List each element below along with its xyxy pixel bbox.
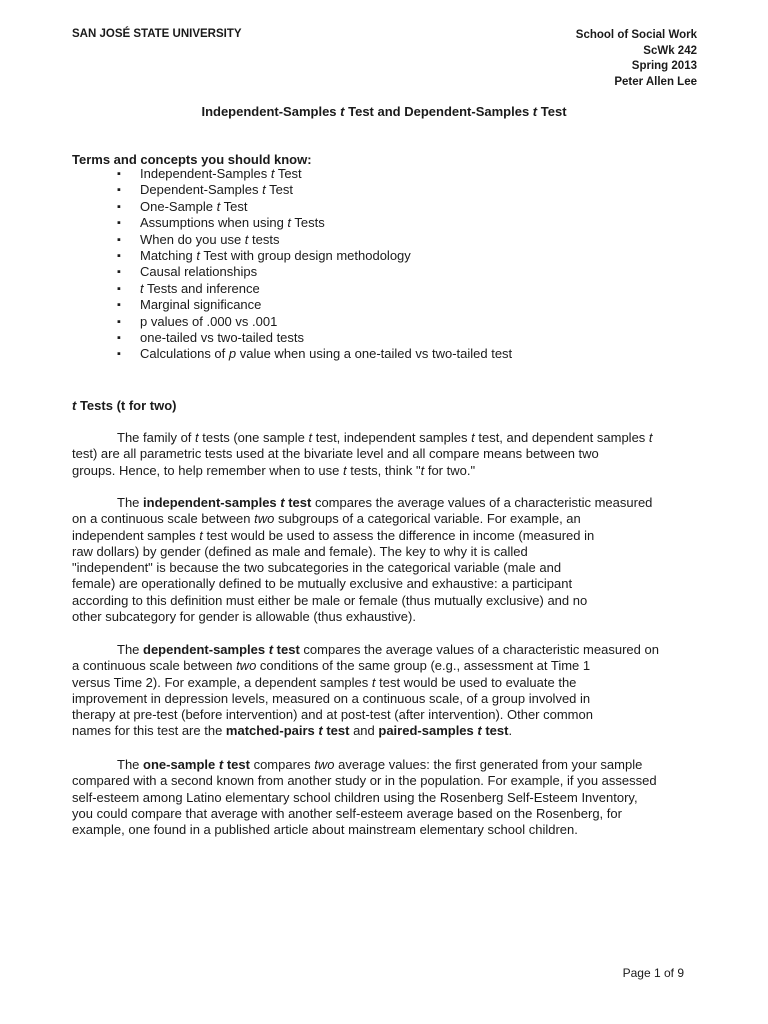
paragraph-line: groups. Hence, to help remember when to use t tests, think "t for two." — [72, 462, 476, 478]
paragraph-dependent-samples — [72, 642, 700, 740]
bullet-icon: ▪ — [117, 348, 121, 361]
title-text: Test — [537, 104, 567, 119]
course-code: ScWk 242 — [643, 44, 697, 57]
paragraph-line: therapy at pre-test (before intervention) and at post-test (after intervention). Other common — [72, 707, 593, 723]
instructor-name: Peter Allen Lee — [614, 75, 697, 88]
terms-list-item: ▪ Calculations of p value when using a one-tailed vs two-tailed test — [117, 346, 513, 362]
terms-list-item: ▪ one-tailed vs two-tailed tests — [117, 330, 305, 346]
paragraph-line: other subcategory for gender is allowable (thus exhaustive). — [72, 609, 416, 625]
bullet-icon: ▪ — [117, 233, 121, 246]
paragraph-line: "independent" is because the two subcategories in the categorical variable (male and — [72, 560, 562, 576]
terms-list-item: ▪ Independent-Samples t Test — [117, 166, 302, 181]
terms-list-item: ▪ One-Sample t Test — [117, 198, 248, 214]
paragraph-independent-samples — [72, 495, 700, 625]
bullet-icon: ▪ — [117, 184, 121, 197]
bullet-icon: ▪ — [117, 332, 121, 345]
paragraph-line: compared with a second known from another study or in the population. For example, if you assessed — [72, 773, 657, 789]
title-text: Test and Dependent-Samples — [344, 104, 533, 119]
paragraph-line: versus Time 2). For example, a dependent samples t test would be used to evaluate the — [72, 674, 577, 690]
paragraph-line: according to this definition must either be male or female (thus mutually exclusive) and no — [72, 592, 588, 608]
university-name: SAN JOSÉ STATE UNIVERSITY — [72, 28, 242, 40]
paragraph-line: you could compare that average with another self-esteem average based on the Rosenberg, for — [72, 805, 622, 821]
paragraph-line: female) are operationally defined to be mutually exclusive and exhaustive: a participant — [72, 576, 573, 592]
paragraph-line: example, one found in a published article about mainstream elementary school children. — [72, 822, 578, 838]
bullet-icon: ▪ — [117, 168, 121, 180]
section-heading — [72, 398, 176, 413]
bullet-icon: ▪ — [117, 250, 121, 263]
paragraph-line: names for this test are the matched-pairs t test and paired-samples t test. — [72, 723, 513, 739]
paragraph-line: raw dollars) by gender (defined as male and female). The key to why it is called — [72, 543, 528, 559]
school-name: School of Social Work — [575, 29, 697, 41]
terms-list-item: ▪ Assumptions when using t Tests — [117, 215, 325, 231]
terms-list-item: ▪ p values of .000 vs .001 — [117, 313, 278, 329]
bullet-icon: ▪ — [117, 299, 121, 312]
terms-list-item: ▪ Causal relationships — [117, 264, 258, 280]
terms-list-item: ▪ When do you use t tests — [117, 231, 280, 247]
term: Spring 2013 — [631, 60, 697, 72]
paragraph-line: test) are all parametric tests used at the bivariate level and all compare means between two — [72, 446, 599, 462]
paragraph-line: self-esteem among Latino elementary school children using the Rosenberg Self-Esteem Inventory, — [72, 789, 638, 805]
paragraph-ttests-family — [72, 430, 700, 479]
paragraph-line: The one-sample t test compares two average values: the first generated from your sample — [117, 757, 643, 772]
title-t-italic: t — [340, 104, 345, 119]
paragraph-line: The family of t tests (one sample t test, independent samples t test, and dependent samples t — [117, 430, 653, 445]
bullet-icon: ▪ — [117, 315, 121, 328]
page-number: Page 1 of 9 — [622, 966, 684, 980]
terms-list-item: ▪ Matching t Test with group design methodology — [117, 248, 411, 264]
bullet-icon: ▪ — [117, 266, 121, 279]
course-info — [576, 28, 697, 90]
terms-list — [72, 166, 512, 363]
paragraph-line: The dependent-samples t test compares the average values of a characteristic measured on — [117, 642, 659, 657]
section-heading-text: Tests (t for two) — [76, 398, 177, 413]
paragraph-line: The independent-samples t test compares the average values of a characteristic measured — [117, 495, 653, 510]
paragraph-one-sample — [72, 757, 700, 838]
paragraph-line: on a continuous scale between two subgroups of a categorical variable. For example, an — [72, 511, 581, 527]
bullet-icon: ▪ — [117, 217, 121, 230]
bullet-icon: ▪ — [117, 200, 121, 213]
section-t-italic: t — [72, 398, 77, 413]
title-text: Independent-Samples — [201, 104, 341, 119]
terms-list-item: ▪ t Tests and inference — [117, 280, 260, 296]
terms-list-item: ▪ Dependent-Samples t Test — [117, 182, 293, 198]
document-title — [0, 104, 768, 119]
paragraph-line: a continuous scale between two conditions of the same group (e.g., assessment at Time 1 — [72, 658, 591, 674]
title-t-italic: t — [532, 104, 538, 119]
paragraph-line: improvement in depression levels, measured on a continuous scale, of a group involved in — [72, 690, 591, 706]
terms-list-item: ▪ Marginal significance — [117, 297, 262, 313]
bullet-icon: ▪ — [117, 282, 121, 295]
terms-heading: Terms and concepts you should know: — [72, 152, 312, 167]
paragraph-line: independent samples t test would be used to assess the difference in income (measured in — [72, 527, 595, 543]
